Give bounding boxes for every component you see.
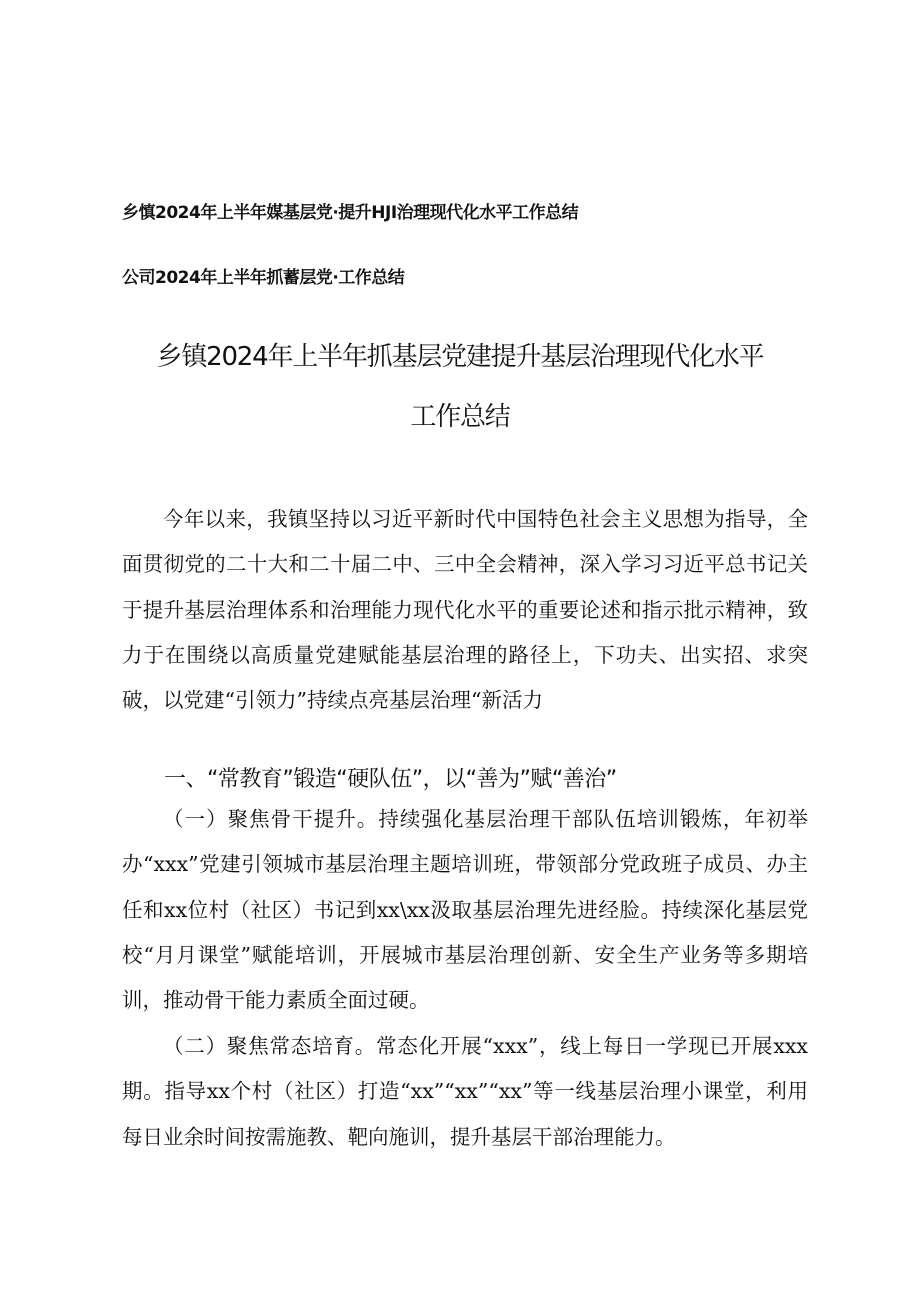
section-1-paragraph-1: （一）聚焦骨干提升。持续强化基层治理干部队伍培训锻炼，年初举办“xxx”党建引领城市基层治理主题培训班，带领部分党政班子成员、办主任和xx位村（社区）书记到xx\xx汲取基层治理先进经脸。持续深化基层党校“月月课堂”赋能培训，开展城市基层治理创新、安全生产业务等多期培训，推动骨干能力素质全面过硬。 [122,807,808,1013]
section-heading-1: 一、“常教育”锻造“硬队伍”，以“善为”赋“善治” [164,767,617,792]
toc-item-2: 公司2024年上半年抓蓄层党·工作总结 [122,268,405,288]
intro-paragraph: 今年以来，我镇坚持以习近平新时代中国特色社会主义思想为指导，全面贯彻党的二十大和二十届二中、三中全会精神，深入学习习近平总书记关于提升基层治理体系和治理能力现代化水平的重要论述和指示批示精神，致力于在围绕以高质量党建赋能基层治理的路径上，下功夫、出实招、求突破，以党建“引领力”持续点亮基层治理“新活力 [122,507,808,713]
document-title-line-2: 工作总结 [410,402,510,432]
toc-item-1: 乡慎2024年上半年媒基层党·提升HJI治理现代化水平工作总结 [122,203,579,223]
section-1-paragraph-2: （二）聚焦常态培育。常态化开展“xxx”，线上每日一学现已开展xxx期。指导xx个村（社区）打造“xx”“xx”“xx”等一线基层治理小课堂，利用每日业余时间按需施教、靶向施训，提升基层干部治理能力。 [122,1034,808,1149]
document-title-line-1: 乡镇2024年上半年抓基层党建提升基层治理现代化水平 [156,342,764,372]
